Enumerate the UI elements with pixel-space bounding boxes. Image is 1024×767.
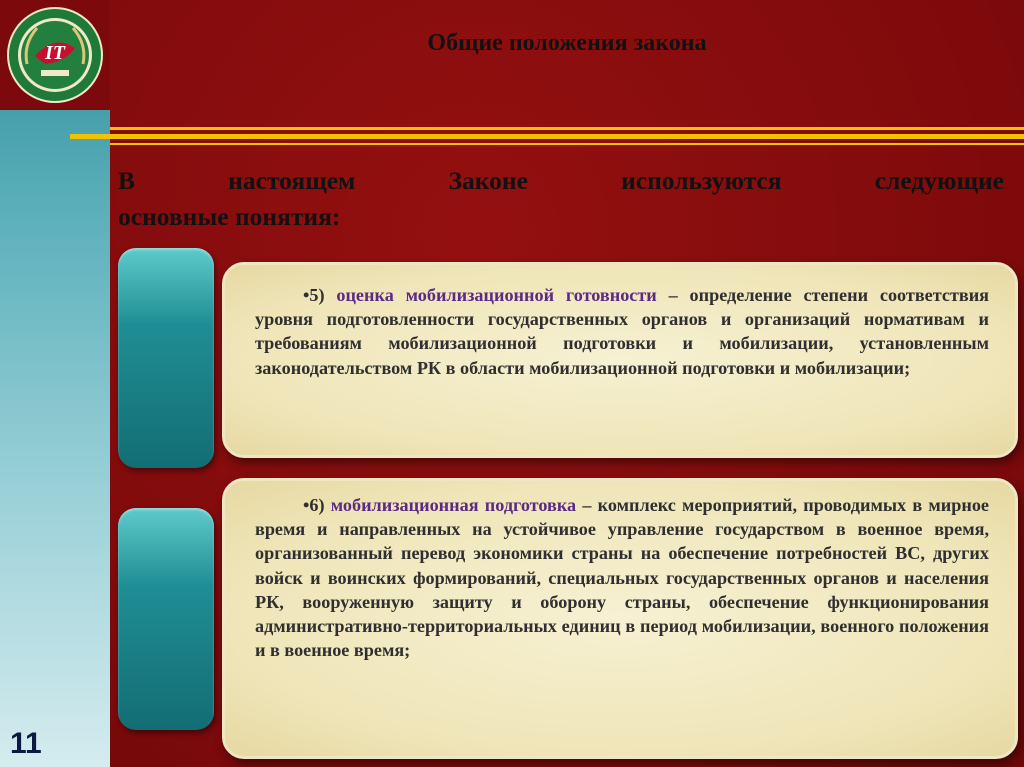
item-1-definition: – определение степени соответствия уровня подготовленности государственных органов и организаций нормативам и требованиям мобилизационной подготовки и мобилизации, установленным законодательством РК в области мобилизационной подготовки и мобилизации; — [255, 285, 990, 378]
item-2-definition: – комплекс мероприятий, проводимых в мирное время и направленных на устойчивое управление государством в военное время, организованный перевод экономики страны на обеспечение потребностей ВС, других войск и воинских формирований, специальных государственных органов и населения РК, вооруженную защиту и оборону страны, обеспечение функционирования административно-территориальных единиц в период мобилизации, военного положения и в военное время; — [255, 495, 989, 661]
item-1-tab — [118, 248, 214, 468]
item-2-text — [255, 493, 989, 662]
svg-text:IT: IT — [45, 42, 65, 64]
emblem-logo-icon — [5, 4, 105, 106]
item-2-bullet: •6) — [303, 495, 325, 515]
logo-area — [0, 0, 110, 110]
item-2-term: мобилизационная подготовка — [330, 495, 577, 515]
item-2-card — [222, 478, 1018, 759]
decorative-lines — [70, 124, 1024, 148]
item-1-card — [222, 262, 1018, 458]
intro-text — [118, 163, 1004, 234]
item-2-tab — [118, 508, 214, 730]
item-1-bullet: •5) — [303, 285, 325, 305]
slide-number: 11 — [10, 727, 42, 760]
intro-line-1: В настоящем Законе используются следующие — [118, 166, 1004, 195]
intro-line-2: основные понятия: — [118, 201, 341, 231]
item-1-text — [255, 283, 989, 380]
slide-title: Общие положения закона — [427, 30, 707, 56]
left-sidebar — [0, 0, 110, 767]
item-1-term: оценка мобилизационной готовности — [336, 285, 657, 305]
